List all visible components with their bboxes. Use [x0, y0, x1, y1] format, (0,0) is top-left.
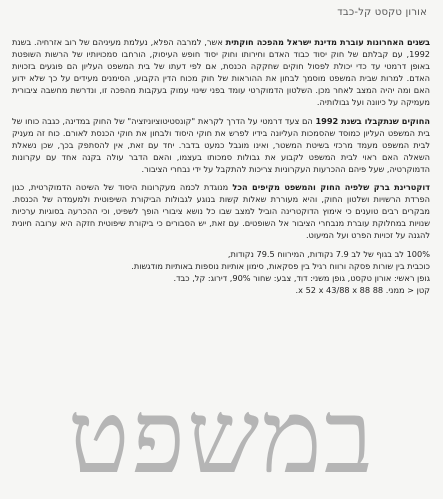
spec-line: 100% לב בגוף של לב 7.9 נקודות, המירווח 79.5 נקודות,	[227, 248, 430, 259]
paragraph-1	[12, 36, 430, 109]
spec-line: קטן < ממני. 88 x 52 x 43/88 x 88.	[295, 284, 430, 295]
paragraph-2	[12, 115, 430, 175]
body-text	[12, 36, 430, 296]
spec-line: כוכבית בין שורות פסקה ורווח רגיל בין פסקאות, סימון אותיות נוספות באותיות מודגשות.	[131, 260, 430, 271]
paragraph-2-lead: החוקים שנתקבלו בשנת 1992	[315, 115, 430, 126]
paragraph-1-lead: בשנים האחרונות עוברת מדינת ישראל מהפכה חוקתית	[225, 37, 430, 47]
page-header: אורון טקסט קל-כבד	[337, 7, 427, 18]
paragraph-1-text: אשר, למרבה הפלא, נעלמת מעיניהם של רוב אזרחיה. בשנת 1992, עם קבלתם של חוק יסוד כבוד האדם וחירותו וחוק יסוד חופש העיסוק, הורחבו סמכויותיו של הרשות השופטת באופן דרמטי עד כדי יכולת לפסול חוקים שחקקה הכנסת, אם לפי דעתו של בית המשפט העליון הם פוגעים בזכויות האדם. למרות שבית המשפט מוסמך לבחון את ההוראות של חוק מכוח הדין הקבוע, הסימנים מעידים על כך שלא ידוע האם ומה יהיה המצב לאחר מכן. השלטון הדמוקרטי עומד בפני שינוי עמוק בעקבות מהפכה זו, ונדרשת מחשבה ציבורית מעמיקה על כיוונה ועל גבולותיה.	[12, 37, 430, 108]
type-specification	[12, 248, 430, 296]
paragraph-3-text: מנוגדת לכמה מעקרונות היסוד של השיטה הדמוקרטית, כגון הפרדת הרשויות ושלטון החוק, והיא מעוררת שאלות קשות בנוגע לגבולות הביקורת השיפוטית ולמעמדה של הכנסת. מבקרים רבים טוענים כי אימוץ הדוקטרינה הוביל למצב שבו כל נושא ציבורי הופך לשפיט, וכי ההכרעה בסוגיות ערכיות שנויות במחלוקת עוברת מנבחרי הציבור אל השופטים. עם זאת, יש הסבורים כי ביקורת שיפוטית חזקה היא ערובה חיונית להגנה על זכויות הפרט ועל המיעוט.	[12, 182, 430, 241]
paragraph-2-text: הם צעד דרמטי על הדרך לקראת "קונסטיטוציוניזציה" של החוק במדינה, כגבה כוחו של בית המשפט העליון כמוסד שהסמכות העליונה בידיו לפרש את חוקי היסוד ולבחון את חוקי הכנסת לאורם. כוח זה מעניק לבית המשפט מעמד מרכזי בשיטת המשטר, ואינו מוגבל כמעט בדבר. יחד עם זאת, אין להסתפק בכך, שכן נשאלת השאלה האם ראוי לבית המשפט לקבוע את גבולות סמכותו בעצמו, והאם הדבר עולה בקנה אחד עם עקרונות הדמוקרטיה, שעל פיהם ההכרעות העקרוניות צריכות להתקבל על ידי נבחרי הציבור.	[12, 115, 430, 174]
spec-line: גופן ראשי: אורון טקסט, גופן משני: דוד, צבע: שחור 90%, דירוג: קל, כבד.	[173, 272, 430, 283]
paragraph-3	[12, 181, 430, 241]
display-word: במשפט	[68, 378, 375, 497]
paragraph-3-lead: דוקטרינת ברק שלפיה החוק והמשפט מקיפים הכל	[232, 182, 430, 193]
